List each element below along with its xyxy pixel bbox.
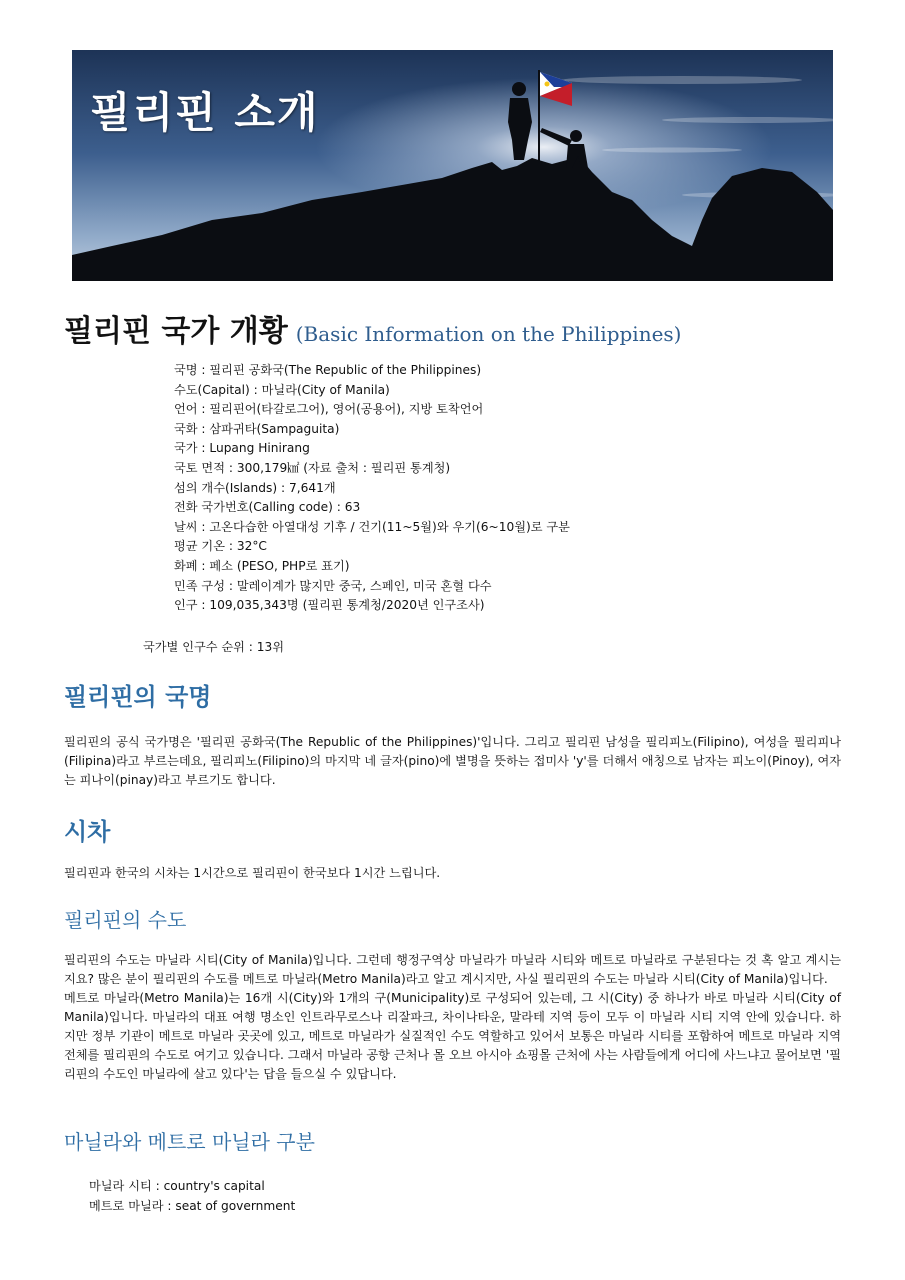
capital-section-text-1: 필리핀의 수도는 마닐라 시티(City of Manila)입니다. 그런데 행정구역상 마닐라가 마닐라 시티와 메트로 마닐라로 구분된다는 것 혹 알고 계시는지요? 많은 분이 필리핀의 수도를 메트로 마닐라(Metro Manila)라고 알고 계시지만, 사실 필리핀의 수도는 마닐라 시티(City of Manila)입니다. (64, 953, 841, 986)
fact-area: 국토 면적 : 300,179㎢ (자료 출처 : 필리핀 통계청) (174, 460, 451, 475)
fact-weather: 날씨 : 고온다습한 아열대성 기후 / 건기(11~5월)와 우기(6~10월)로 구분 (174, 519, 570, 534)
fact-language: 언어 : 필리핀어(타갈로그어), 영어(공용어), 지방 토착언어 (174, 402, 484, 417)
distinction-item-metro-manila: 메트로 마닐라 : seat of government (89, 1198, 296, 1213)
distinction-section-heading: 마닐라와 메트로 마닐라 구분 (64, 1130, 315, 1154)
time-section-text: 필리핀과 한국의 시차는 1시간으로 필리핀이 한국보다 1시간 느립니다. (64, 866, 441, 880)
banner-title: 필리핀 소개 (90, 88, 320, 137)
capital-section-heading: 필리핀의 수도 (64, 908, 187, 932)
time-section-heading: 시차 (64, 818, 111, 846)
capital-section-text-2: 메트로 마닐라(Metro Manila)는 16개 시(City)와 1개의 구(Municipality)로 구성되어 있는데, 그 시(City) 중 하나가 바로 마닐라 시티(City of Manila)입니다. 마닐라의 대표 여행 명소인 인트라무로스나 리잘파크, 차이나타운, 말라테 지역 등이 모두 이 마닐라 시티 지역 안에 있습니다. 하지만 정부 기관이 메트로 마닐라 곳곳에 있고, 메트로 마닐라가 실질적인 수도 역할하고 있어서 보통은 마닐라 시티를 포함하여 메트로 마닐라 지역 전체를 필리핀의 수도로 여기고 있습니다. 그래서 마닐라 공항 근처나 몰 오브 아시아 쇼핑몰 근처에 사는 사람들에게 어디에 사느냐고 물어보면 '필리핀의 수도인 마닐라에 살고 있다'는 답을 들으실 수 있답니다. (64, 991, 841, 1081)
name-section-heading: 필리핀의 국명 (64, 683, 212, 711)
distinction-item-manila-city: 마닐라 시티 : country's capital (89, 1179, 265, 1193)
overview-heading-text: 필리핀 국가 개황 (64, 314, 288, 349)
overview-heading (64, 306, 681, 350)
fact-national-flower: 국화 : 삼파귀타(Sampaguita) (174, 421, 340, 436)
fact-country-name: 국명 : 필리핀 공화국(The Republic of the Philippines) (174, 363, 482, 377)
fact-ethnicity: 민족 구성 : 말레이계가 많지만 중국, 스페인, 미국 혼혈 다수 (174, 578, 492, 593)
distinction-list (89, 1177, 295, 1216)
fact-calling-code: 전화 국가번호(Calling code) : 63 (174, 500, 361, 515)
capital-section-body (64, 951, 841, 1084)
fact-currency: 화폐 : 페소 (PESO, PHP로 표기) (174, 558, 350, 573)
overview-subheading: (Basic Information on the Philippines) (295, 322, 682, 346)
header-banner (72, 50, 833, 281)
fact-population: 인구 : 109,035,343명 (필리핀 통계청/2020년 인구조사) (174, 598, 485, 613)
country-facts-list (174, 361, 570, 616)
fact-avg-temperature: 평균 기온 : 32°C (174, 539, 267, 554)
name-section-body (64, 733, 841, 790)
population-rank: 국가별 인구수 순위 : 13위 (143, 640, 285, 654)
fact-capital: 수도(Capital) : 마닐라(City of Manila) (174, 382, 390, 397)
fact-anthem: 국가 : Lupang Hinirang (174, 441, 310, 456)
fact-islands: 섬의 개수(Islands) : 7,641개 (174, 480, 336, 495)
name-section-text: 필리핀의 공식 국가명은 '필리핀 공화국(The Republic of the Philippines)'입니다. 그리고 필리핀 남성을 필리피노(Filipino), 여성을 필리피나(Filipina)라고 부르는데요, 필리피노(Filipino)의 마지막 네 글자(pino)에 별명을 뜻하는 접미사 'y'를 더해서 애칭으로 남자는 피노이(Pinoy), 여자는 피나이(pinay)라고 부르기도 합니다. (64, 735, 841, 787)
time-section-body (64, 864, 841, 883)
